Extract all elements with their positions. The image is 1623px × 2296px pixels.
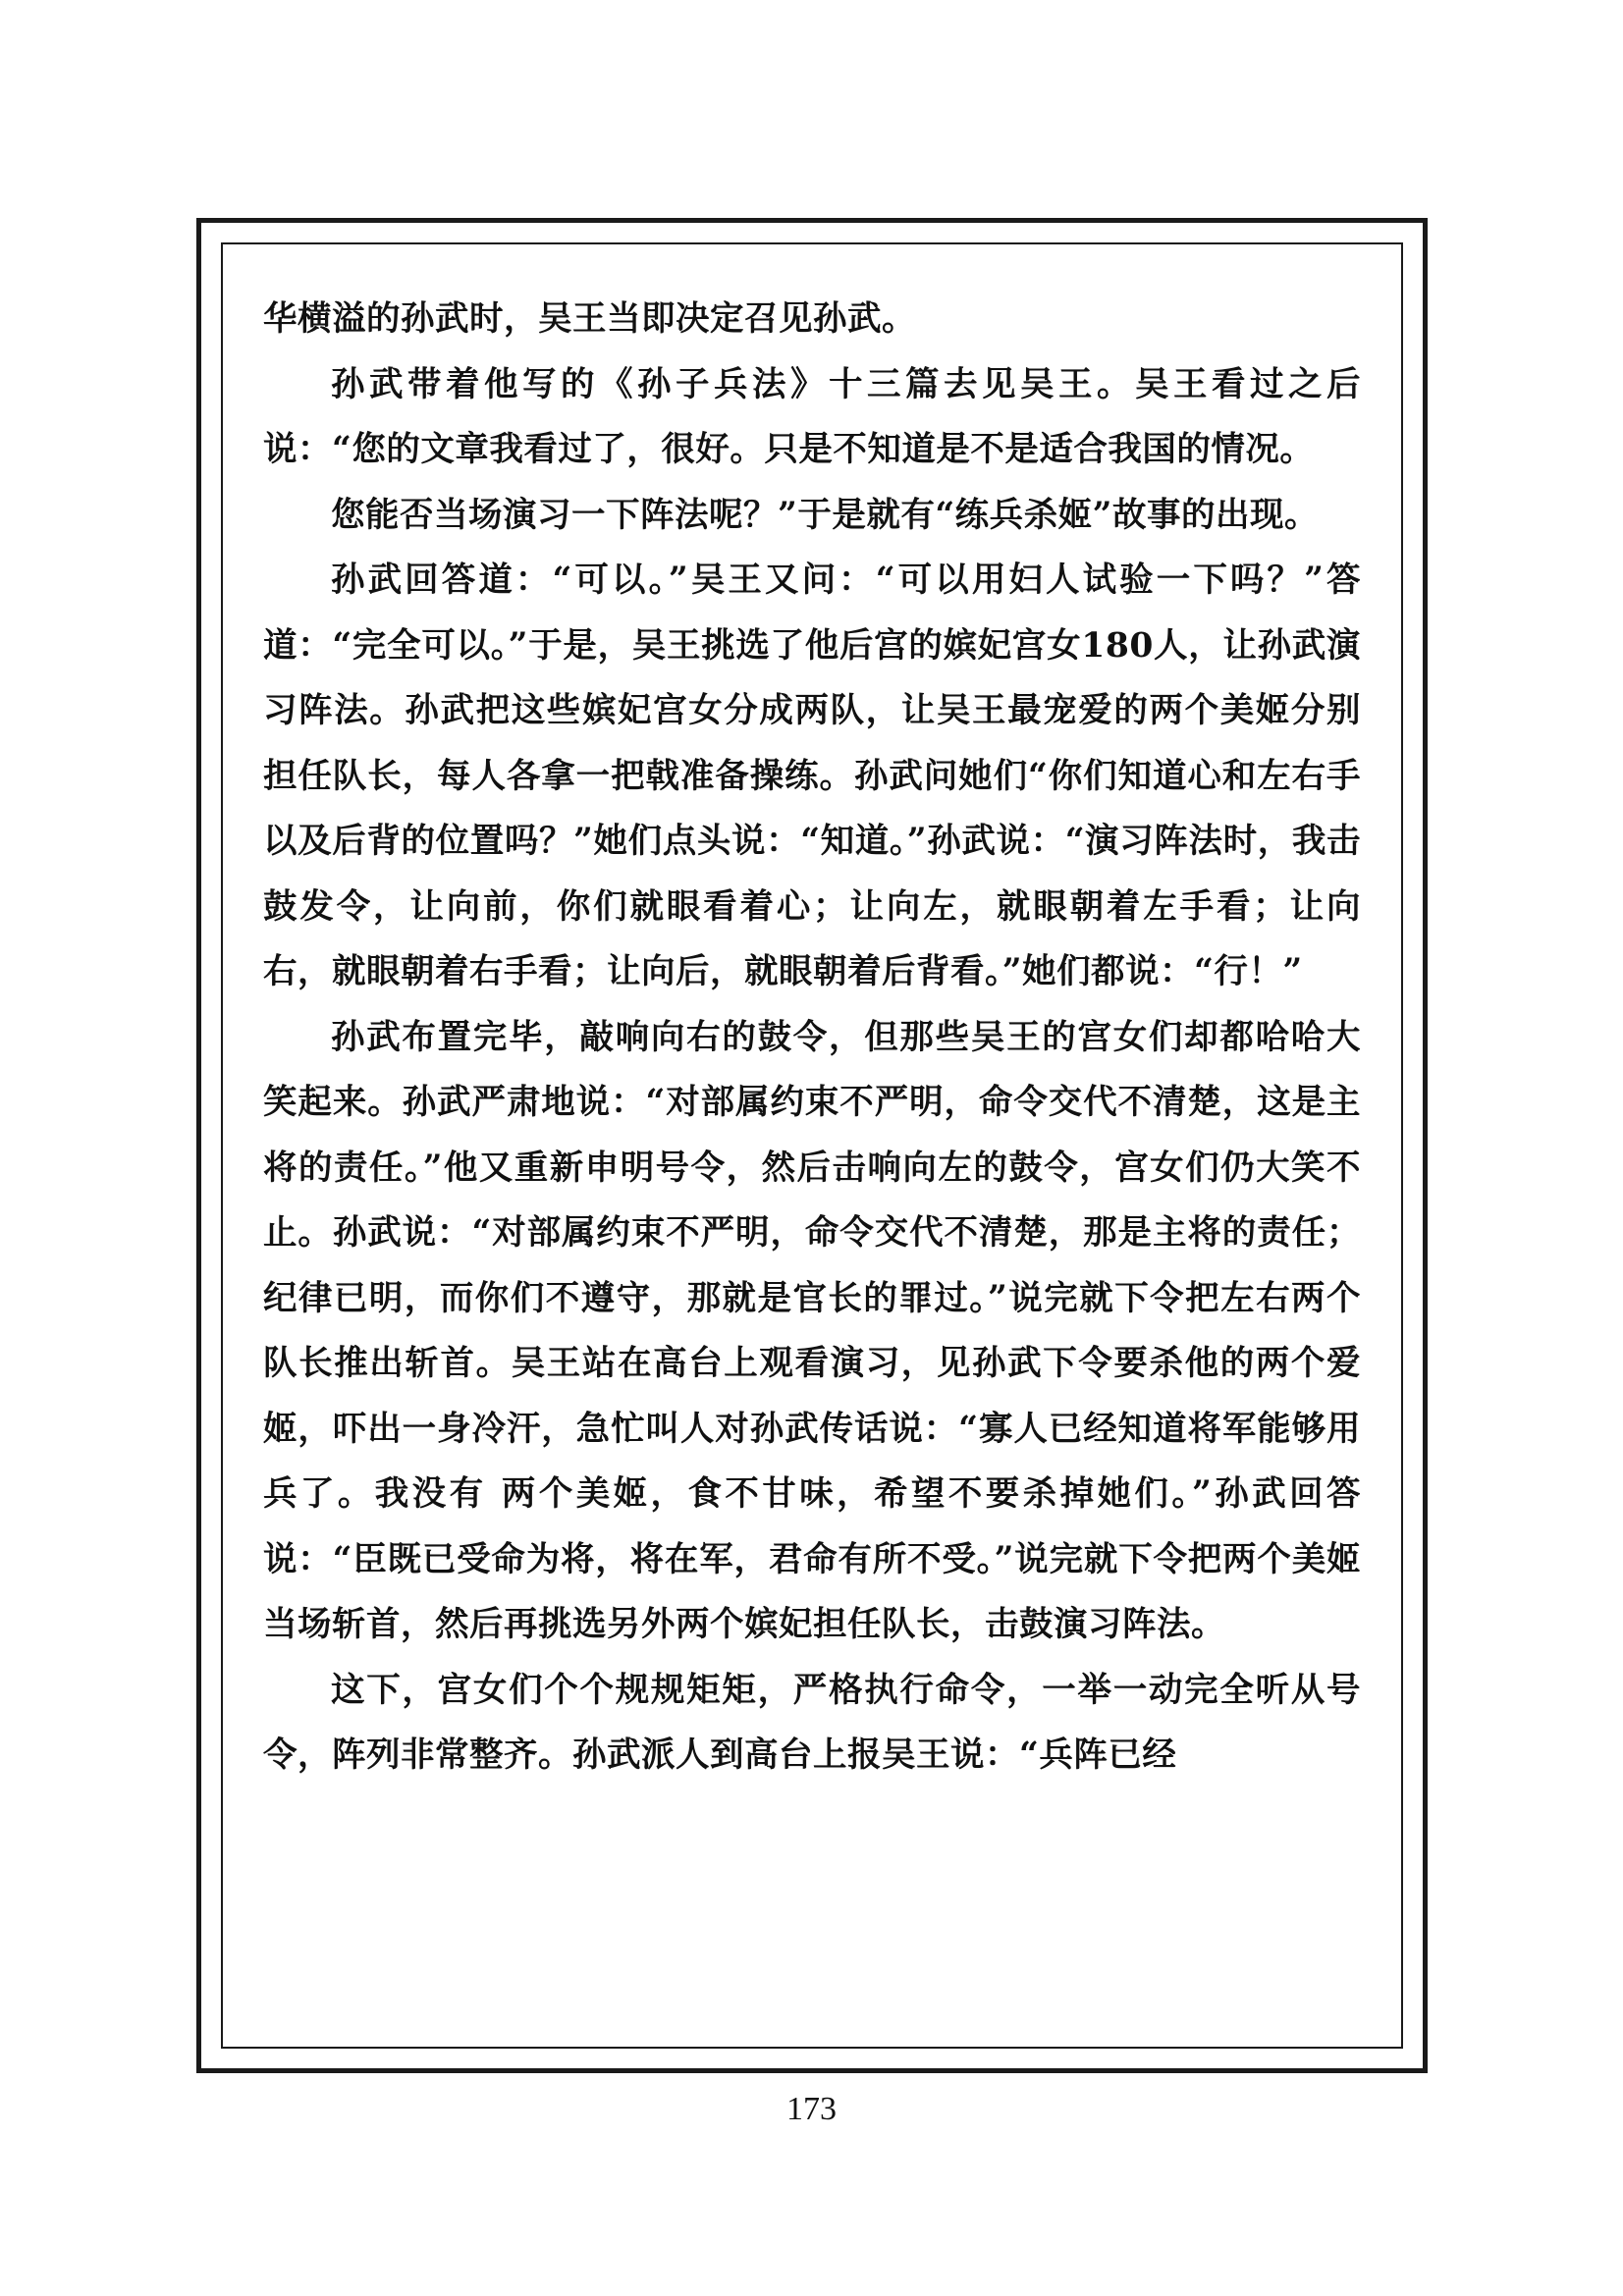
page-number: 173 [786,2091,837,2127]
paragraph-continuation: 华横溢的孙武时，吴王当即决定召见孙武。 [263,299,916,339]
paragraph: 您能否当场演习一下阵法呢？”于是就有“练兵杀姬”故事的出现。 [331,495,1320,535]
paragraph: 孙武回答道：“可以。”吴王又问：“可以用妇人试验一下吗？”答道：“完全可以。”于是，吴王挑选了他后宫的嫔妃宫女180人，让孙武演习阵法。孙武把这些嫔妃宫女分成两队，让吴王最宠爱的两个美姬分别担任队长，每人各拿一把戟准备操练。孙武问她们“你们知道心和左右手以及后背的位置吗？”她们点头说：“知道。”孙武说：“演习阵法时，我击鼓发令，让向前，你们就眼看着心；让向左，就眼朝着左手看；让向右，就眼朝着右手看；让向后，就眼朝着后背看。”她们都说：“行！” [263,561,1361,991]
paragraph: 这下，宫女们个个规规矩矩，严格执行命令，一举一动完全听从号令，阵列非常整齐。孙武派人到高台上报吴王说：“兵阵已经 [263,1670,1361,1775]
paragraph: 孙武带着他写的《孙子兵法》十三篇去见吴王。吴王看过之后说：“您的文章我看过了，很好。只是不知道是不是适合我国的情况。 [263,364,1361,469]
paragraph: 孙武布置完毕，敲响向右的鼓令，但那些吴王的宫女们却都哈哈大笑起来。孙武严肃地说：“对部属约束不严明，命令交代不清楚，这是主将的责任。”他又重新申明号令，然后击响向左的鼓令，宫女们仍大笑不止。孙武说：“对部属约束不严明，命令交代不清楚，那是主将的责任；纪律已明，而你们不遵守，那就是官长的罪过。”说完就下令把左右两个队长推出斩首。吴王站在高台上观看演习，见孙武下令要杀他的两个爱姬，吓出一身冷汗，急忙叫人对孙武传话说：“寡人已经知道将军能够用兵了。我没有 两个美姬，食不甘味，希望不要杀掉她们。”孙武回答说：“臣既已受命为将，将在军，君命有所不受。”说完就下令把两个美姬当场斩首，然后再挑选另外两个嫔妃担任队长，击鼓演习阵法。 [263,1017,1361,1644]
body-text [263,287,1361,1789]
